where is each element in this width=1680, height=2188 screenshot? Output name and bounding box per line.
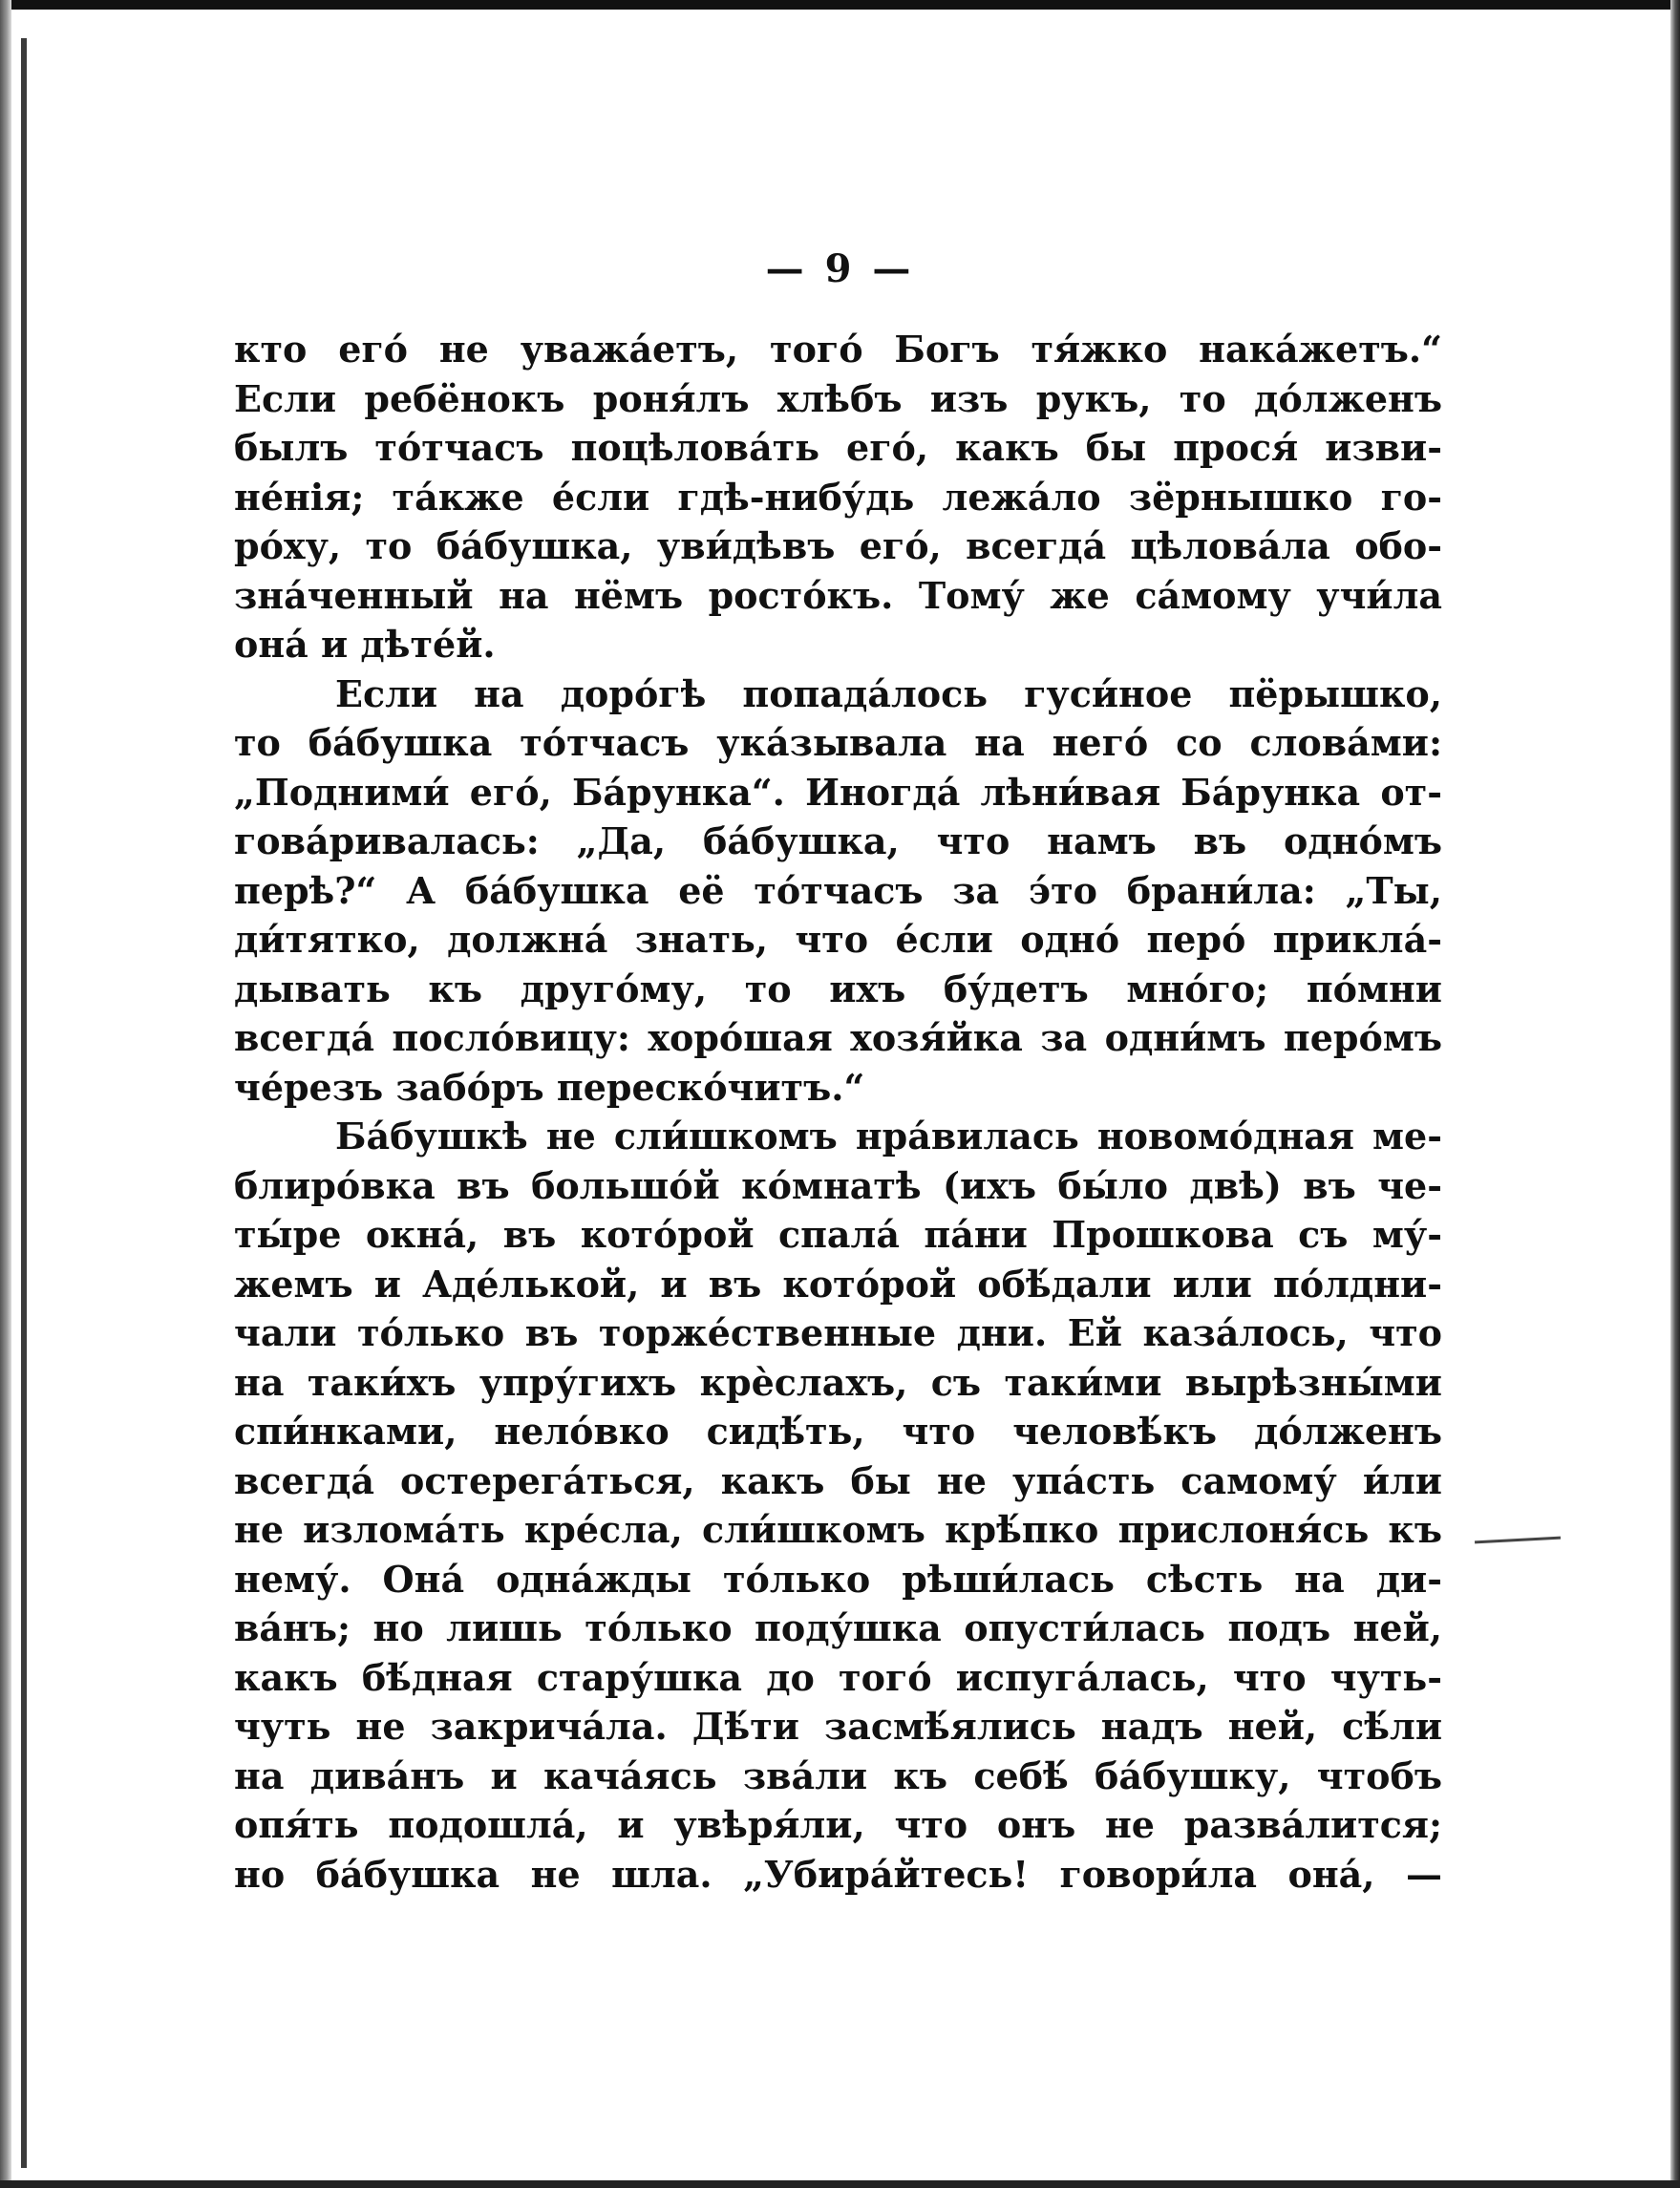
- text-line: спи́нками, нело́вко сидѣ́ть, что человѣ́къ до́лженъ: [234, 1410, 1442, 1453]
- text-line: блиро́вка въ большо́й ко́мнатѣ (ихъ бы́ло двѣ) въ че-: [234, 1163, 1442, 1207]
- text-line: дывать къ друго́му, то ихъ бу́детъ мно́го; по́мни: [234, 967, 1442, 1010]
- margin-mark: [1475, 1537, 1561, 1544]
- text-line: чуть не закрича́ла. Дѣ́ти засмѣ́ялись надъ ней, сѣ́ли: [234, 1705, 1442, 1748]
- text-line: гова́ривалась: „Да, ба́бушка, что намъ въ одно́мъ: [234, 819, 1442, 862]
- text-line: опя́ть подошла́, и увѣря́ли, что онъ не разва́лится;: [234, 1803, 1442, 1846]
- scan-binding-line: [21, 38, 27, 2168]
- text-line: но ба́бушка не шла. „Убира́йтесь! говори́ла она́, —: [234, 1852, 1442, 1896]
- text-line: не́нія; та́кже е́сли гдѣ-нибу́дь лежа́ло зёрнышко го-: [234, 475, 1442, 519]
- page-number: — 9 —: [765, 246, 915, 291]
- text-line: нему́. Она́ одна́жды то́лько рѣши́лась сѣсть на ди-: [234, 1557, 1442, 1601]
- text-line: че́резъ забо́ръ переско́читъ.“: [234, 1065, 865, 1109]
- text-line: жемъ и Аде́лькой, и въ кото́рой обѣ́дали или по́лдни-: [234, 1262, 1442, 1306]
- scan-top-edge: [0, 0, 1680, 10]
- text-line: былъ то́тчасъ поцѣлова́ть его́, какъ бы прося́ изви-: [234, 426, 1442, 469]
- text-line: зна́ченный на нёмъ росто́къ. Тому́ же са́мому учи́ла: [234, 573, 1442, 617]
- text-line: Ба́бушкѣ не сли́шкомъ нра́вилась новомо́дная ме-: [335, 1115, 1442, 1158]
- text-line: чали то́лько въ торже́ственные дни. Ей каза́лось, что: [234, 1311, 1442, 1354]
- scan-bottom-edge: [0, 2180, 1680, 2188]
- text-line: не излома́ть кре́сла, сли́шкомъ крѣ́пко прислоня́сь къ: [234, 1508, 1442, 1551]
- text-line: всегда́ остерега́ться, какъ бы не упа́сть самому́ и́ли: [234, 1458, 1442, 1502]
- scan-left-edge: [0, 0, 11, 2188]
- text-line: то ба́бушка то́тчасъ ука́зывала на него́ со слова́ми:: [234, 721, 1442, 764]
- scan-right-edge: [1670, 0, 1680, 2188]
- text-line: Если ребёнокъ роня́лъ хлѣбъ изъ рукъ, то до́лженъ: [234, 376, 1442, 420]
- text-line: кто его́ не уважа́етъ, того́ Богъ тя́жко нака́жетъ.“: [234, 328, 1442, 371]
- text-line: ва́нъ; но лишь то́лько поду́шка опусти́лась подъ ней,: [234, 1606, 1442, 1649]
- text-line: „Подними́ его́, Ба́рунка“. Иногда́ лѣни́вая Ба́рунка от-: [234, 770, 1442, 814]
- text-line: ро́ху, то ба́бушка, уви́дѣвъ его́, всегда́ цѣлова́ла обо-: [234, 524, 1442, 567]
- text-line: Если на доро́гѣ попада́лось гуси́ное пёрышко,: [335, 671, 1442, 715]
- text-line: ты́ре окна́, въ кото́рой спала́ па́ни Прошкова съ му́-: [234, 1213, 1442, 1256]
- text-line: на таки́хъ упру́гихъ крѐслахъ, съ таки́ми вырѣзны́ми: [234, 1360, 1442, 1404]
- text-line: ди́тятко, должна́ знать, что е́сли одно́ перо́ прикла́-: [234, 918, 1442, 961]
- text-line: какъ бѣ́дная стару́шка до того́ испуга́лась, что чуть-: [234, 1655, 1442, 1699]
- text-line: она́ и дѣте́й.: [234, 623, 496, 666]
- text-line: на дива́нъ и кача́ясь зва́ли къ себѣ́ ба́бушку, чтобъ: [234, 1753, 1442, 1797]
- text-line: всегда́ посло́вицу: хоро́шая хозя́йка за одни́мъ перо́мъ: [234, 1016, 1442, 1059]
- text-line: перѣ?“ А ба́бушка её то́тчасъ за э́то брани́ла: „Ты,: [234, 868, 1442, 912]
- body-text: [234, 325, 1442, 1899]
